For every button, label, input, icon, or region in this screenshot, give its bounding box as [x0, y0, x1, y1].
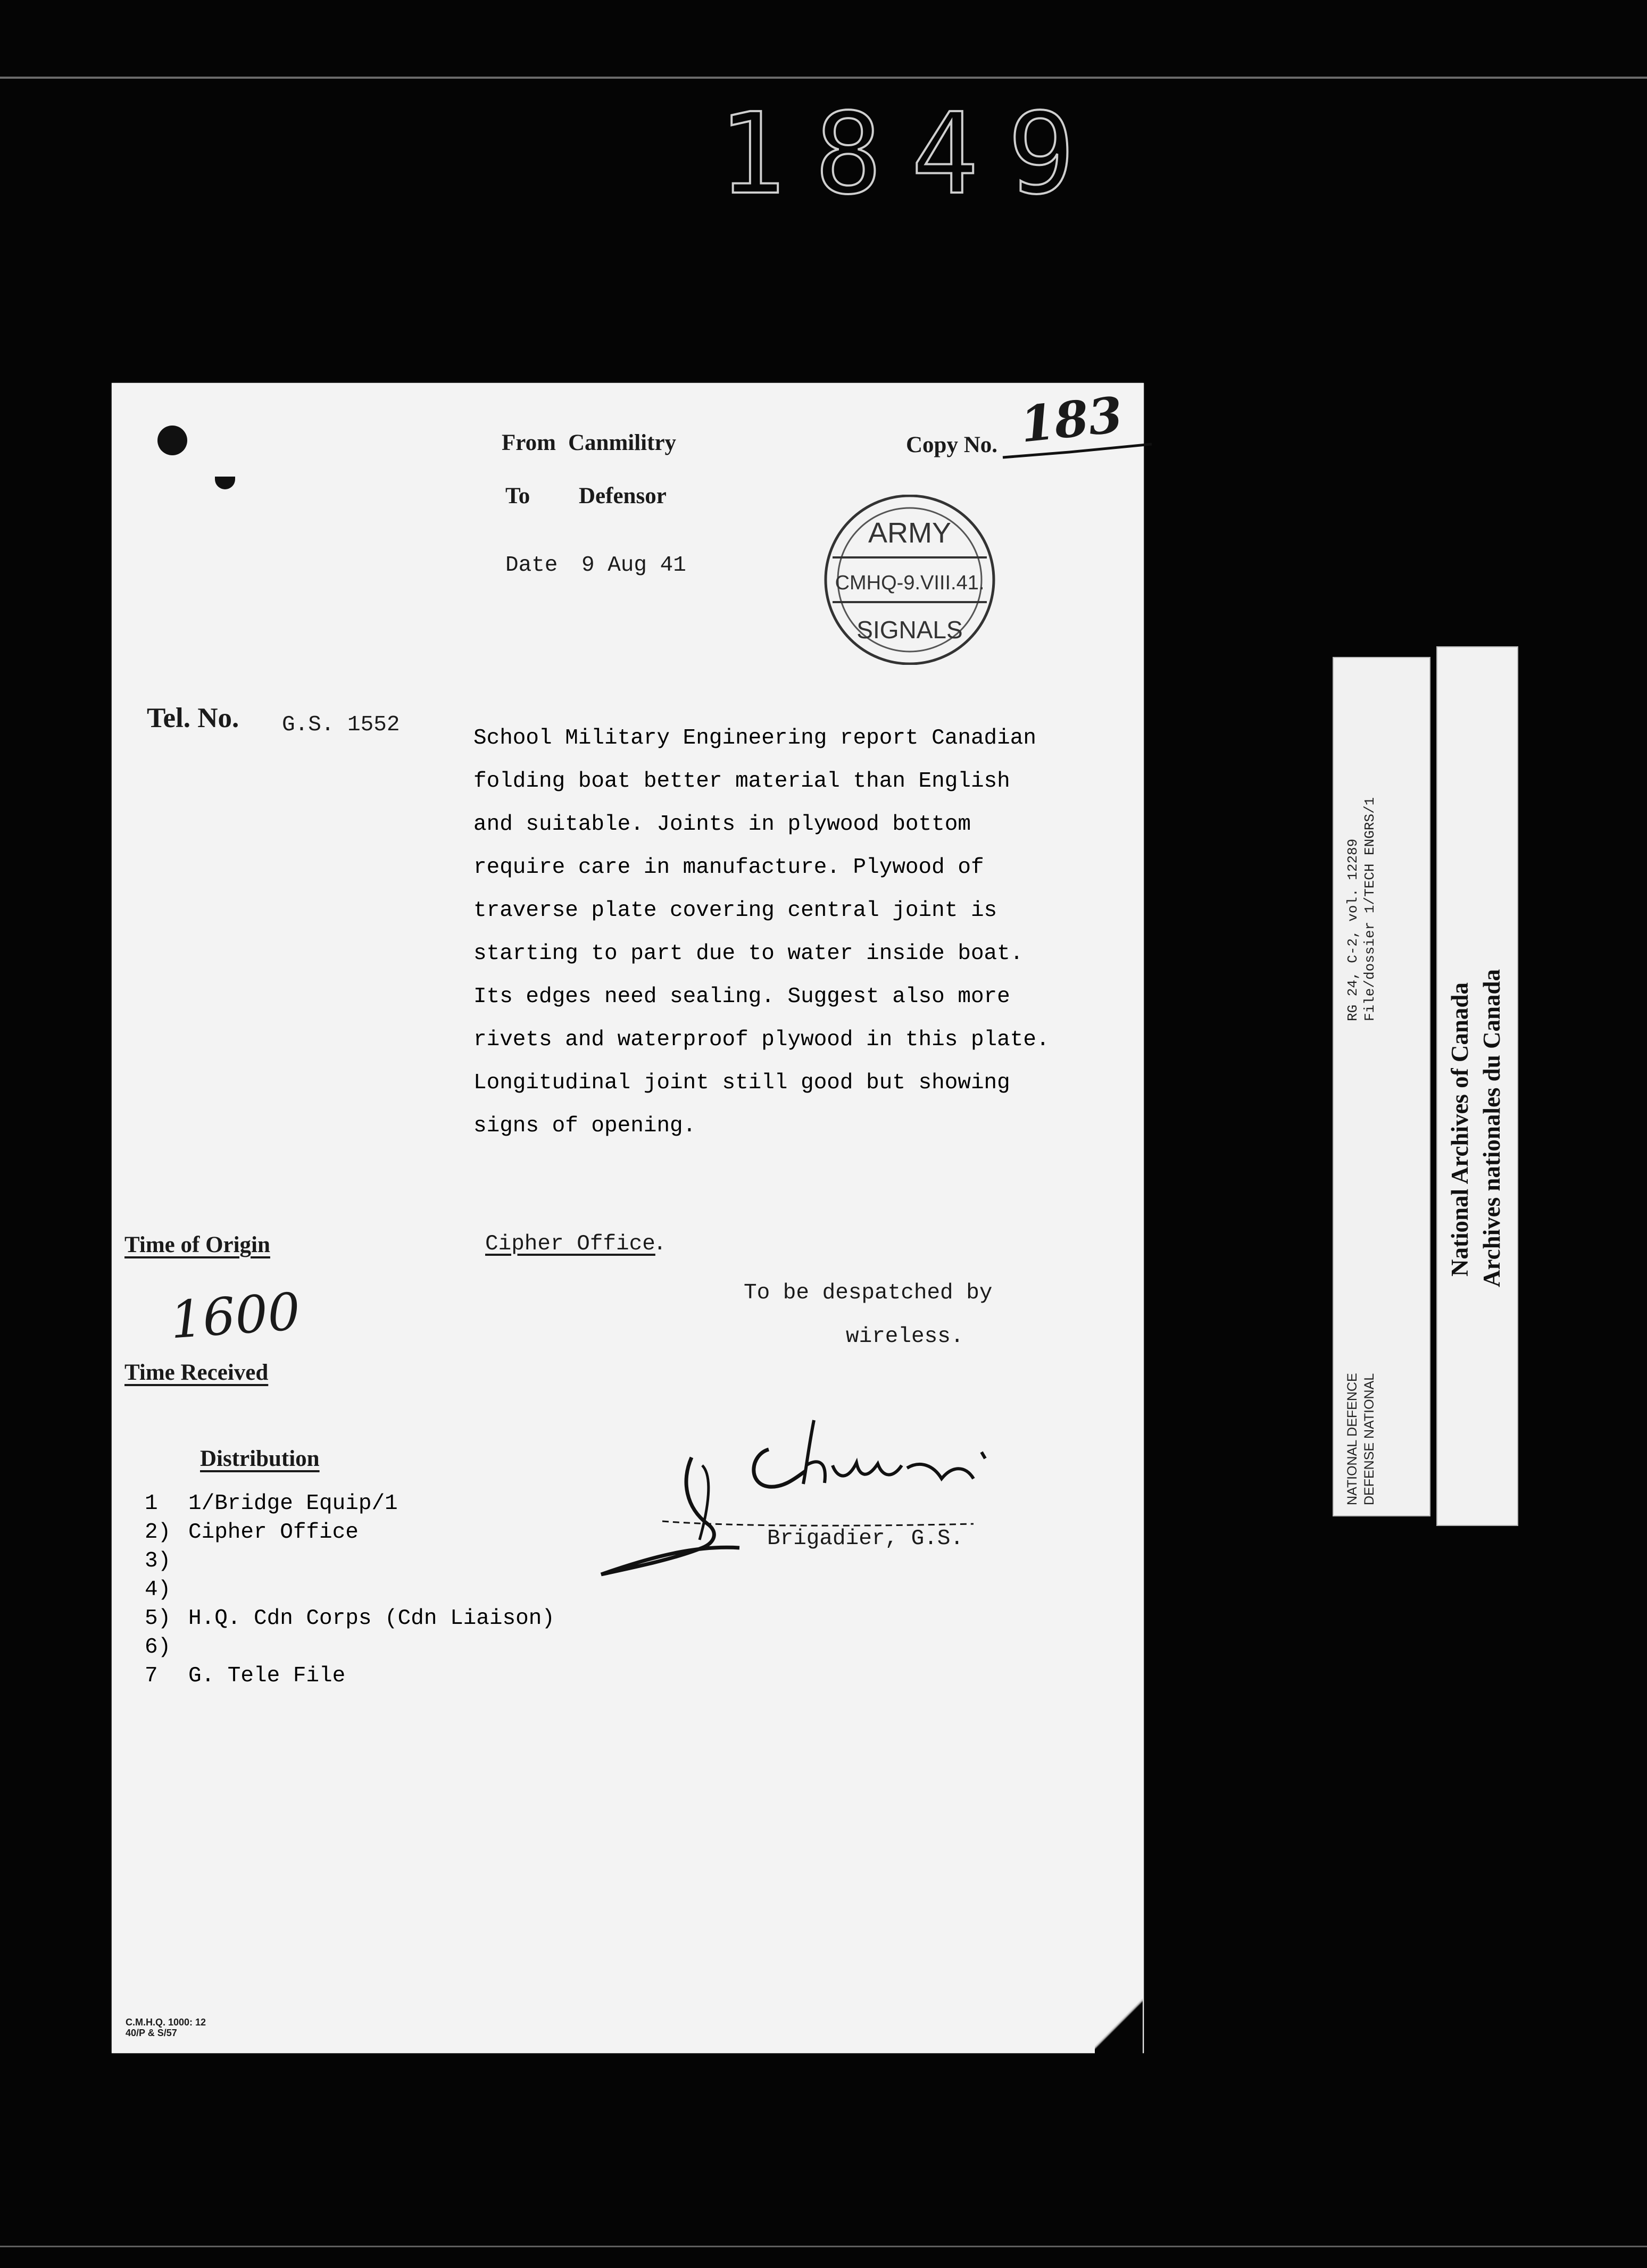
message-line: School Military Engineering report Canadian: [473, 726, 1036, 751]
cipher-office: Cipher Office: [485, 1232, 655, 1256]
folded-corner: [1095, 1992, 1143, 2056]
to-value: Defensor: [579, 483, 667, 508]
message-line: rivets and waterproof plywood in this plate.: [473, 1028, 1050, 1052]
message-line: folding boat better material than English: [473, 769, 1010, 794]
distribution-item: [145, 1547, 555, 1575]
message-line: traverse plate covering central joint is: [473, 898, 997, 923]
army-signals-stamp: [819, 495, 1000, 665]
distribution-item: [145, 1604, 555, 1633]
distribution-item: [145, 1662, 555, 1690]
distribution-number: 1: [145, 1491, 158, 1516]
stamp-date-text: CMHQ-9.VIII.41.: [835, 572, 985, 594]
copy-number-underline: [1000, 441, 1154, 463]
distribution-list: [145, 1489, 555, 1690]
copy-number: 183: [1017, 386, 1126, 454]
punch-hole: [157, 426, 187, 455]
from-value: Canmilitry: [568, 430, 677, 455]
distribution-number: 7: [145, 1664, 158, 1688]
distribution-number: 5): [145, 1606, 171, 1631]
date-value: 9 Aug 41: [581, 553, 686, 578]
distribution-heading: Distribution: [200, 1446, 320, 1471]
despatch-line-1: To be despatched by: [744, 1281, 993, 1305]
reference-line-2: File/dossier 1/TECH ENGRS/1: [1362, 797, 1378, 1021]
distribution-item: [145, 1518, 555, 1547]
archive-name-english: National Archives of Canada: [1446, 982, 1473, 1277]
despatch-line-2: wireless.: [846, 1324, 964, 1349]
distribution-number: 2): [145, 1520, 171, 1545]
frame-number: 1849: [718, 89, 1104, 219]
message-body: [473, 717, 1064, 1148]
distribution-item: [145, 1575, 555, 1604]
from-label: From: [502, 430, 556, 455]
reference-line-1: RG 24, C-2, vol. 12289: [1345, 838, 1361, 1021]
time-received-label: Time Received: [124, 1360, 269, 1385]
time-of-origin-label: Time of Origin: [124, 1232, 270, 1257]
distribution-recipient: G. Tele File: [188, 1664, 346, 1688]
film-bottom-edge: [0, 2246, 1647, 2247]
distribution-number: 4): [145, 1578, 171, 1602]
department-line-2: DEFENSE NATIONAL: [1362, 1373, 1377, 1505]
tel-value: G.S. 1552: [282, 713, 400, 737]
message-line: starting to part due to water inside boat.: [473, 941, 1024, 966]
distribution-recipient: Cipher Office: [188, 1520, 359, 1545]
message-line: require care in manufacture. Plywood of: [473, 855, 984, 880]
film-top-edge: [0, 77, 1647, 79]
message-line: Its edges need sealing. Suggest also more: [473, 985, 1010, 1009]
to-label: To: [505, 483, 530, 508]
time-of-origin-value: 1600: [168, 1281, 302, 1350]
form-code-line-2: 40/P & S/57: [126, 2028, 177, 2038]
distribution-number: 6): [145, 1635, 171, 1660]
distribution-recipient: H.Q. Cdn Corps (Cdn Liaison): [188, 1606, 555, 1631]
distribution-recipient: 1/Bridge Equip/1: [188, 1491, 398, 1516]
cipher-office-period: .: [653, 1232, 667, 1256]
form-code-line-1: C.M.H.Q. 1000: 12: [126, 2017, 206, 2028]
copy-label: Copy No.: [906, 432, 998, 457]
stamp-top-text: ARMY: [868, 517, 952, 549]
distribution-item: [145, 1489, 555, 1518]
distribution-number: 3): [145, 1549, 171, 1573]
distribution-item: [145, 1633, 555, 1662]
message-line: Longitudinal joint still good but showing: [473, 1071, 1010, 1095]
stamp-bottom-text: SIGNALS: [856, 616, 963, 644]
tel-label: Tel. No.: [147, 703, 239, 733]
message-line: signs of opening.: [473, 1114, 696, 1138]
date-label: Date: [505, 553, 558, 578]
message-line: and suitable. Joints in plywood bottom: [473, 812, 971, 837]
signature-title: Brigadier, G.S.: [767, 1527, 964, 1551]
department-line-1: NATIONAL DEFENCE: [1345, 1373, 1360, 1505]
archive-name-french: Archives nationales du Canada: [1478, 969, 1505, 1287]
signature-image: [590, 1415, 1005, 1585]
